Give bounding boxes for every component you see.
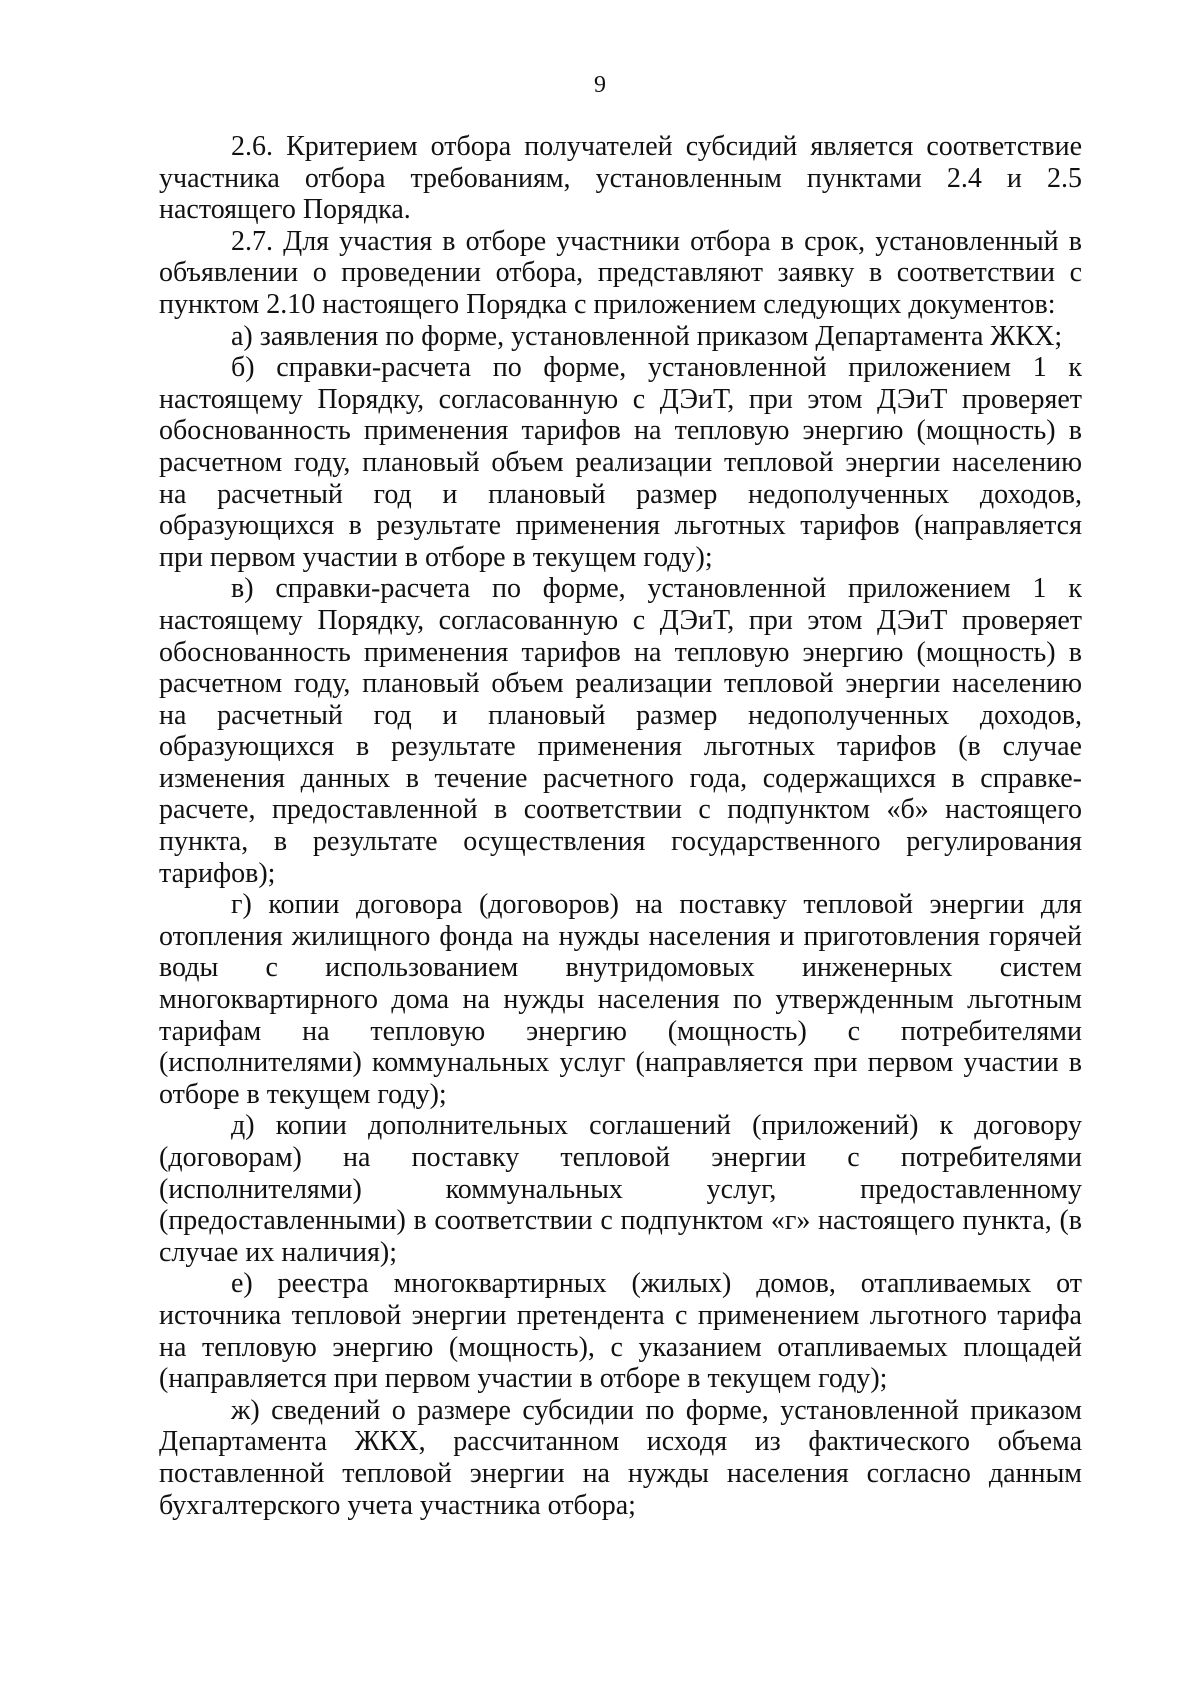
list-item-v: в) справки-расчета по форме, установленной приложением 1 к настоящему Порядку, согласованную с ДЭиТ, при этом ДЭиТ проверяет обоснованность применения тарифов на тепловую энергию (мощность) в расчетном году, плановый объем реализации тепловой энергии населению на расчетный год и плановый размер недополученных доходов, образующихся в результате применения льготных тарифов (в случае изменения данных в течение расчетного года, содержащихся в справке-расчете, предоставленной в соответствии с подпунктом «б» настоящего пункта, в результате осуществления государственного регулирования тарифов); xyxy=(159,573,1082,889)
list-item-b: б) справки-расчета по форме, установленной приложением 1 к настоящему Порядку, согласованную с ДЭиТ, при этом ДЭиТ проверяет обоснованность применения тарифов на тепловую энергию (мощность) в расчетном году, плановый объем реализации тепловой энергии населению на расчетный год и плановый размер недополученных доходов, образующихся в результате применения льготных тарифов (направляется при первом участии в отборе в текущем году); xyxy=(159,352,1082,573)
list-item-a: а) заявления по форме, установленной приказом Департамента ЖКХ; xyxy=(231,320,1063,352)
page-number: 9 xyxy=(594,72,606,98)
paragraph-2-7: 2.7. Для участия в отборе участники отбора в срок, установленный в объявлении о проведении отбора, представляют заявку в соответствии с пунктом 2.10 настоящего Порядка с приложением следующих документов: xyxy=(159,225,1082,320)
document-body xyxy=(159,131,1082,1521)
list-item-g: г) копии договора (договоров) на поставку тепловой энергии для отопления жилищного фонда на нужды населения и приготовления горячей воды с использованием внутридомовых инженерных систем многоквартирного дома на нужды населения по утвержденным льготным тарифам на тепловую энергию (мощность) с потребителями (исполнителями) коммунальных услуг (направляется при первом участии в отборе в текущем году); xyxy=(159,889,1082,1110)
list-item-e: е) реестра многоквартирных (жилых) домов, отапливаемых от источника тепловой энергии претендента с применением льготного тарифа на тепловую энергию (мощность), с указанием отапливаемых площадей (направляется при первом участии в отборе в текущем году); xyxy=(159,1268,1082,1395)
paragraph-2-6: 2.6. Критерием отбора получателей субсидий является соответствие участника отбора требованиям, установленным пунктами 2.4 и 2.5 настоящего Порядка. xyxy=(159,131,1082,226)
list-item-zh: ж) сведений о размере субсидии по форме, установленной приказом Департамента ЖКХ, рассчитанном исходя из фактического объема поставленной тепловой энергии на нужды населения согласно данным бухгалтерского учета участника отбора; xyxy=(159,1394,1082,1521)
list-item-d: д) копии дополнительных соглашений (приложений) к договору (договорам) на поставку тепловой энергии с потребителями (исполнителями) коммунальных услуг, предоставленному (предоставленными) в соответствии с подпунктом «г» настоящего пункта, (в случае их наличия); xyxy=(159,1110,1082,1268)
